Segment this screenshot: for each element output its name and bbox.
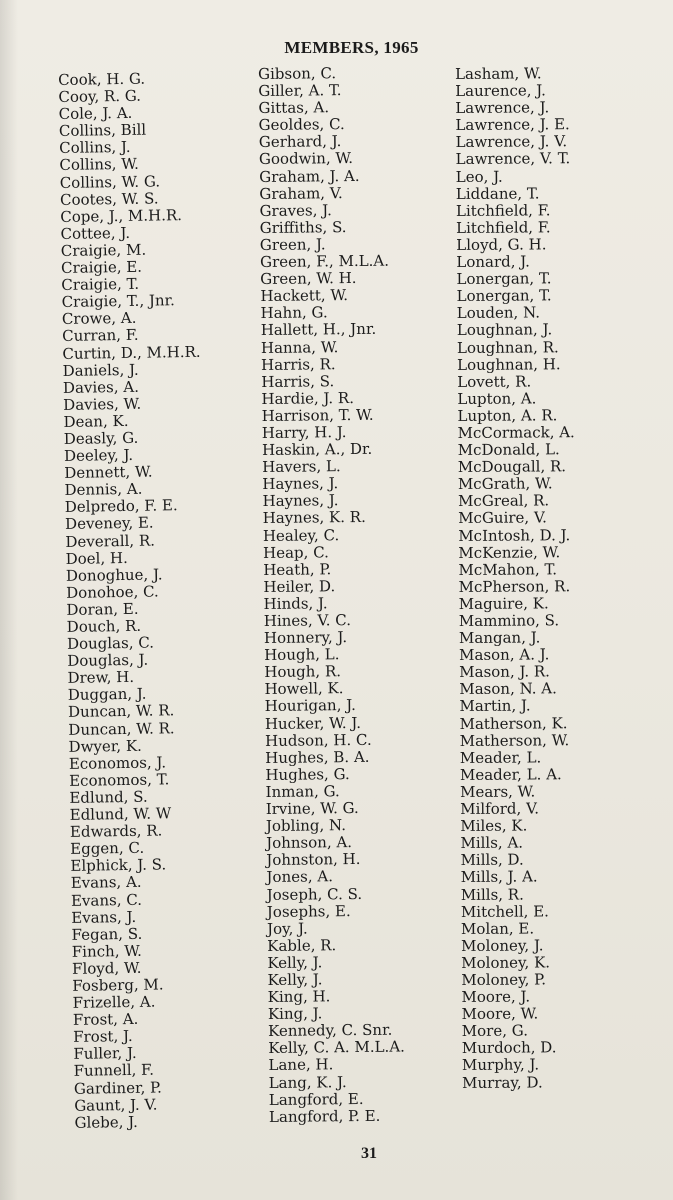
- member-name: Inman, G.: [265, 782, 340, 801]
- member-name: Harris, R.: [261, 354, 336, 374]
- member-name: Lupton, A. R.: [457, 406, 558, 425]
- member-name: McIntosh, D. J.: [458, 525, 571, 545]
- member-name: Collins, W. G.: [59, 171, 161, 192]
- member-name: Evans, A.: [70, 873, 142, 893]
- member-name: Cootes, W. S.: [59, 189, 159, 209]
- member-name: Deverall, R.: [65, 531, 156, 551]
- member-name: Craigie, T.: [61, 274, 140, 295]
- member-name: Duncan, W. R.: [68, 718, 175, 739]
- member-name: Milford, V.: [460, 799, 540, 819]
- member-name: Harrison, T. W.: [261, 405, 374, 425]
- member-name: Meader, L. A.: [459, 765, 562, 784]
- member-name: Douch, R.: [66, 616, 142, 636]
- member-name: Mills, D.: [460, 850, 524, 870]
- member-name: Dwyer, K.: [68, 736, 142, 756]
- member-name: Lovett, R.: [457, 372, 532, 391]
- member-name: Moloney, K.: [461, 953, 551, 972]
- member-name: Kable, R.: [267, 936, 337, 955]
- member-name: Mammino, S.: [458, 611, 560, 630]
- member-name: Murray, D.: [462, 1072, 543, 1092]
- member-name: Lawrence, J. E.: [455, 115, 570, 135]
- member-name: Hough, R.: [264, 662, 342, 682]
- member-name: Kelly, J.: [267, 953, 323, 972]
- member-name: Joseph, C. S.: [266, 884, 363, 904]
- member-name: Green, F., M.L.A.: [259, 251, 390, 272]
- member-name: Havers, L.: [262, 457, 341, 477]
- member-name: Floyd, W.: [71, 958, 142, 978]
- member-name: McMahon, T.: [458, 560, 558, 579]
- member-name: Graham, J. A.: [259, 166, 360, 186]
- member-name: Mears, W.: [460, 782, 536, 801]
- member-name: Cole, J. A.: [58, 104, 133, 124]
- member-name: McKenzie, W.: [458, 542, 561, 562]
- member-name: Kelly, C. A. M.L.A.: [268, 1037, 405, 1058]
- member-name: Mills, A.: [460, 833, 524, 853]
- member-name: Mason, J. R.: [459, 662, 550, 682]
- member-name: Haynes, J.: [262, 491, 339, 511]
- member-name: Honnery, J.: [263, 628, 348, 648]
- member-name: Dean, K.: [63, 411, 129, 431]
- member-name: Langford, E.: [268, 1089, 364, 1109]
- member-name: McGuire, V.: [458, 508, 547, 528]
- member-name: Lonard, J.: [456, 252, 530, 272]
- member-name: McGreal, R.: [457, 491, 550, 511]
- member-name: Dennett, W.: [64, 462, 153, 483]
- member-name: King, H.: [267, 987, 331, 1007]
- member-name: Donoghue, J.: [65, 565, 163, 585]
- member-name: Hourigan, J.: [264, 696, 356, 716]
- member-name: Litchfield, F.: [455, 201, 551, 220]
- member-name: Fosberg, M.: [72, 975, 164, 995]
- member-name: Kennedy, C. Snr.: [268, 1020, 393, 1041]
- member-name: Healey, C.: [262, 525, 340, 545]
- member-name: Joy, J.: [266, 919, 308, 938]
- member-name: Evans, C.: [70, 890, 143, 910]
- member-name: Moore, W.: [461, 1004, 539, 1024]
- member-name: McDonald, L.: [457, 440, 560, 460]
- member-name: Loughnan, R.: [456, 337, 559, 357]
- member-name: Eggen, C.: [70, 838, 145, 859]
- member-name: Josephs, E.: [266, 901, 351, 921]
- member-name: Fegan, S.: [71, 924, 143, 944]
- member-name: Matherson, W.: [459, 730, 570, 750]
- member-name: Mason, A. J.: [459, 645, 550, 665]
- member-name: McPherson, R.: [458, 577, 571, 596]
- member-name: Davies, W.: [63, 394, 142, 414]
- member-name: Miles, K.: [460, 816, 528, 836]
- member-name: Moore, J.: [461, 987, 531, 1007]
- member-name: Deveney, E.: [64, 513, 154, 534]
- member-name: Hackett, W.: [260, 286, 349, 306]
- member-name: Hughes, G.: [265, 764, 350, 784]
- page-gutter-shadow: [0, 0, 18, 1200]
- member-name: Hahn, G.: [260, 303, 328, 323]
- member-name: Lang, K. J.: [268, 1072, 347, 1092]
- member-name: Geoldes, C.: [258, 115, 345, 135]
- member-name: Gaunt, J. V.: [74, 1095, 158, 1115]
- member-name: Graves, J.: [259, 200, 332, 220]
- member-name: Matherson, K.: [459, 713, 568, 733]
- member-name: Gardiner, P.: [73, 1078, 163, 1098]
- member-name: Craigie, T., Jnr.: [61, 291, 176, 312]
- member-name: Liddane, T.: [455, 184, 540, 203]
- member-name: Lawrence, J. V.: [455, 132, 568, 152]
- member-name: Martin, J.: [459, 696, 531, 716]
- member-name: Loughnan, J.: [456, 320, 553, 340]
- member-name: Lane, H.: [268, 1055, 334, 1075]
- member-name: Mitchell, E.: [460, 901, 549, 921]
- member-name: Leo, J.: [455, 167, 503, 186]
- member-name: Doel, H.: [65, 548, 128, 568]
- member-name: Economos, T.: [68, 770, 170, 790]
- member-name: More, G.: [461, 1021, 529, 1041]
- member-name: Langford, P. E.: [268, 1106, 381, 1126]
- member-name: Graham, V.: [259, 183, 343, 203]
- member-name: Murdoch, D.: [461, 1038, 557, 1058]
- page-title: MEMBERS, 1965: [284, 38, 419, 57]
- member-name: Donohoe, C.: [66, 582, 159, 602]
- member-name: Green, W. H.: [260, 269, 357, 289]
- member-name: Davies, A.: [62, 377, 140, 397]
- member-name: Frost, J.: [73, 1027, 133, 1047]
- member-name: Harris, S.: [261, 371, 335, 391]
- member-column-1: [58, 70, 213, 1132]
- member-name: Hucker, W. J.: [264, 713, 362, 733]
- member-name: Gerhard, J.: [258, 132, 342, 152]
- member-name: Douglas, J.: [67, 650, 149, 671]
- member-name: Hallett, H., Jnr.: [260, 320, 377, 340]
- member-name: Collins, W.: [59, 155, 139, 175]
- member-name: Jobling, N.: [265, 816, 347, 836]
- member-name: Griffiths, S.: [259, 217, 347, 237]
- member-name: Duggan, J.: [67, 685, 147, 705]
- member-name: Lonergan, T.: [456, 286, 552, 306]
- member-name: Cottee, J.: [60, 223, 131, 243]
- member-name: Maguire, K.: [458, 594, 549, 613]
- member-name: Gibson, C.: [257, 64, 337, 83]
- member-name: Cooy, R. G.: [58, 86, 142, 107]
- member-name: Hines, V. C.: [263, 611, 352, 630]
- member-name: Craigie, M.: [60, 240, 147, 260]
- member-name: Moloney, P.: [461, 970, 547, 989]
- member-name: Duncan, W. R.: [67, 701, 175, 722]
- member-name: Frost, A.: [72, 1010, 139, 1030]
- member-name: Lawrence, J.: [455, 98, 550, 118]
- member-name: Heiler, D.: [263, 577, 336, 596]
- member-name: Meader, L.: [459, 748, 542, 767]
- member-name: Moloney, J.: [461, 936, 544, 955]
- member-name: Litchfield, F.: [456, 218, 551, 237]
- member-name: Lonergan, T.: [456, 269, 552, 289]
- member-name: McDougall, R.: [457, 457, 567, 477]
- member-name: Gittas, A.: [258, 98, 330, 118]
- member-name: Hardie, J. R.: [261, 388, 355, 408]
- member-name: Johnston, H.: [266, 850, 361, 870]
- member-name: Louden, N.: [456, 303, 541, 323]
- member-name: Goodwin, W.: [258, 149, 354, 169]
- member-name: Giller, A. T.: [258, 81, 342, 101]
- member-name: Craigie, E.: [60, 257, 143, 278]
- member-name: Mills, J. A.: [460, 867, 538, 887]
- member-name: Kelly, J.: [267, 970, 323, 989]
- member-name: Curtin, D., M.H.R.: [62, 342, 201, 363]
- member-name: Heath, P.: [263, 559, 332, 579]
- member-name: Lasham, W.: [454, 64, 542, 83]
- member-name: Jones, A.: [266, 867, 334, 887]
- member-name: Economos, J.: [68, 753, 167, 773]
- member-name: Lloyd, G. H.: [456, 235, 547, 254]
- member-name: Irvine, W. G.: [265, 799, 359, 818]
- member-name: Hinds, J.: [263, 594, 328, 613]
- member-column-3: [455, 65, 579, 1091]
- member-column-2: [258, 65, 406, 1126]
- member-name: Edwards, R.: [69, 821, 163, 842]
- member-name: Murphy, J.: [461, 1055, 540, 1075]
- member-name: Curran, F.: [62, 326, 139, 346]
- member-name: Haskin, A., Dr.: [261, 439, 373, 460]
- member-name: Haynes, J.: [262, 474, 339, 494]
- member-name: Mason, N. A.: [459, 679, 557, 699]
- page-number: 31: [361, 1145, 377, 1162]
- member-name: Hough, L.: [264, 645, 340, 665]
- member-name: Drew, H.: [67, 668, 135, 688]
- member-name: Collins, Bill: [58, 120, 147, 141]
- member-name: Doran, E.: [66, 599, 139, 619]
- member-name: Glebe, J.: [74, 1112, 138, 1132]
- member-name: Lawrence, V. T.: [455, 149, 571, 169]
- member-name: Evans, J.: [71, 907, 137, 927]
- member-name: Hughes, B. A.: [265, 747, 370, 767]
- member-name: Edlund, W. W: [69, 804, 172, 824]
- member-name: Elphick, J. S.: [70, 855, 167, 876]
- member-name: McGrath, W.: [457, 474, 553, 494]
- member-name: Harry, H. J.: [261, 423, 347, 442]
- member-name: Loughnan, H.: [457, 354, 561, 374]
- member-name: Cook, H. G.: [57, 69, 146, 89]
- member-name: Hudson, H. C.: [264, 730, 372, 750]
- member-name: McCormack, A.: [457, 423, 575, 442]
- member-name: Heap, C.: [263, 542, 329, 562]
- member-name: Fuller, J.: [73, 1044, 137, 1064]
- member-name: Frizelle, A.: [72, 992, 156, 1012]
- member-name: Mangan, J.: [458, 628, 541, 648]
- member-name: Cope, J., M.H.R.: [60, 205, 183, 226]
- member-name: King, J.: [267, 1004, 323, 1024]
- member-name: Collins, J.: [59, 138, 131, 158]
- member-name: Finch, W.: [71, 941, 142, 961]
- member-name: Funnell, F.: [73, 1061, 155, 1081]
- member-name: Edlund, S.: [69, 787, 148, 807]
- member-name: Haynes, K. R.: [262, 508, 366, 528]
- member-name: Molan, E.: [460, 919, 535, 938]
- member-name: Mills, R.: [460, 885, 524, 904]
- member-name: Deasly, G.: [63, 428, 139, 448]
- member-name: Delpredo, F. E.: [64, 496, 178, 517]
- member-name: Lupton, A.: [457, 389, 537, 408]
- member-name: Douglas, C.: [66, 633, 155, 654]
- member-name: Dennis, A.: [64, 479, 143, 500]
- member-name: Deeley, J.: [63, 445, 134, 466]
- member-name: Howell, K.: [264, 679, 344, 699]
- member-name: Daniels, J.: [62, 360, 139, 380]
- member-name: Johnson, A.: [266, 833, 353, 853]
- member-name: Crowe, A.: [61, 309, 137, 329]
- member-name: Green, J.: [259, 235, 326, 254]
- member-name: Laurence, J.: [455, 81, 546, 101]
- member-name: Hanna, W.: [260, 337, 339, 357]
